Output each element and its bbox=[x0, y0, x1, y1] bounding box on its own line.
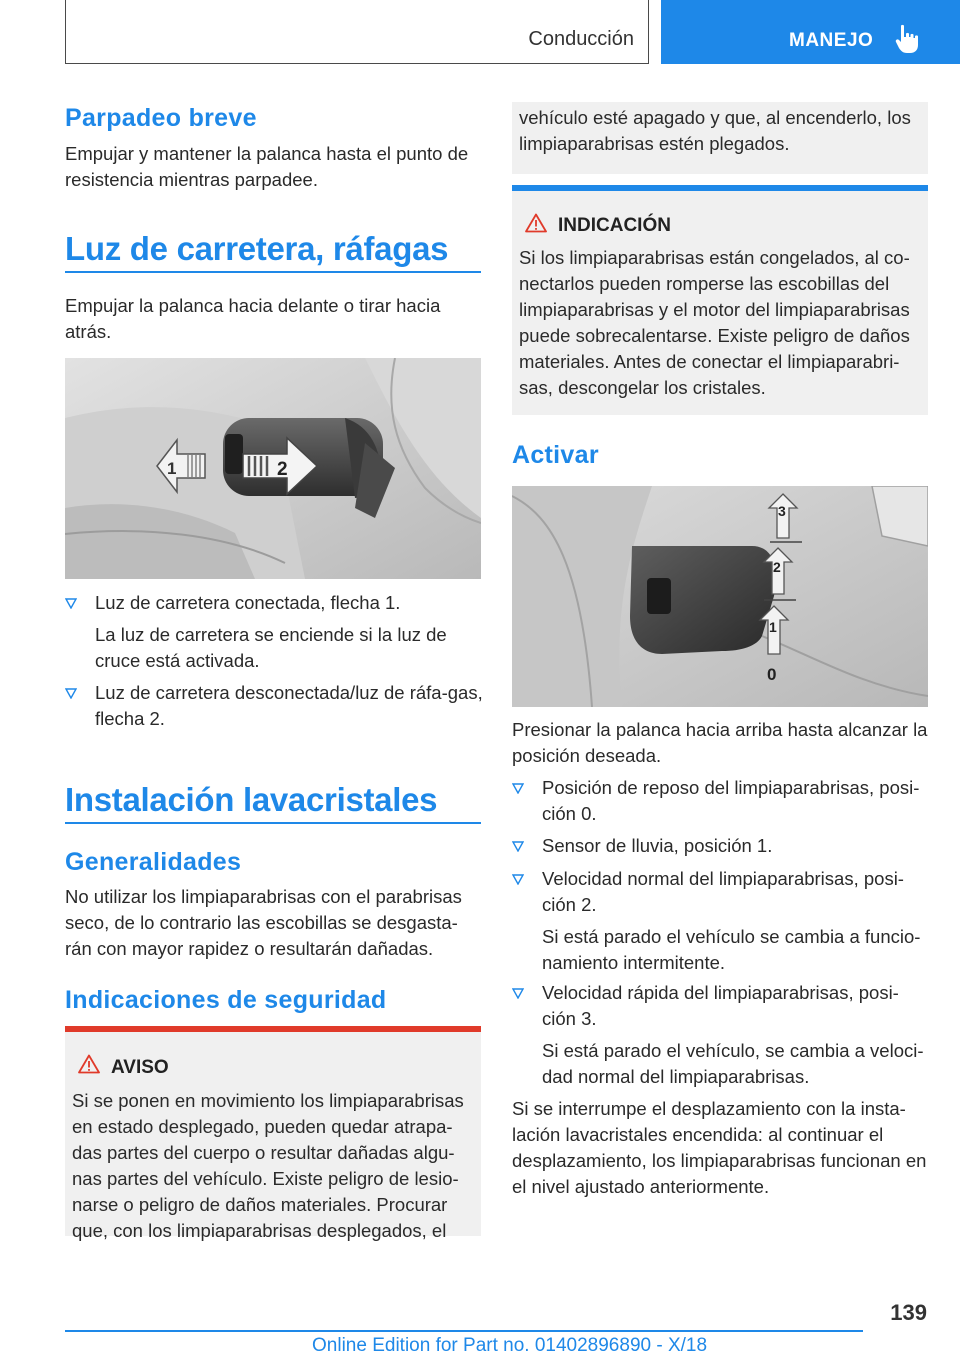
paragraph-luz: Empujar la palanca hacia delante o tirar hacia atrás. bbox=[65, 295, 441, 342]
indicacion-box bbox=[512, 191, 928, 415]
heading-parpadeo-breve: Parpadeo breve bbox=[65, 104, 257, 132]
figure-label: 1 bbox=[769, 619, 777, 635]
bullet-triangle-icon bbox=[512, 841, 524, 852]
aviso-continuation-box bbox=[512, 102, 928, 174]
header-section-title: Conducción bbox=[528, 28, 634, 50]
bullet-triangle-icon bbox=[512, 988, 524, 999]
aviso-text: Si se ponen en movimiento los limpiaparabrisas en estado desplegado, pueden quedar atrapa-das partes del cuerpo o resultar dañadas algu-nas partes del vehículo. Existe peligro de lesio-narse o peligro de daños materiales. Procurar que, con los limpiaparabrisas desplegados, el bbox=[72, 1090, 464, 1241]
heading-instalacion: Instalación lavacristales bbox=[65, 781, 438, 818]
footer-edition: Online Edition for Part no. 01402896890 - X/18 bbox=[312, 1335, 708, 1356]
figure-headlight-lever bbox=[65, 358, 481, 579]
heading-rule bbox=[65, 271, 481, 273]
aviso-continuation-text: vehículo esté apagado y que, al encenderlo, los limpiaparabrisas estén plegados. bbox=[519, 107, 911, 154]
heading-luz-carretera: Luz de carretera, ráfagas bbox=[65, 230, 449, 267]
figure-label: 0 bbox=[767, 665, 777, 684]
bullet-triangle-icon bbox=[65, 688, 77, 699]
page-number: 139 bbox=[890, 1300, 927, 1325]
figure-label: 3 bbox=[778, 503, 786, 519]
indicacion-text: Si los limpiaparabrisas están congelados, al co-nectarlos pueden romperse las escobillas del limpiaparabrisas y el motor del limpiaparabrisas puede sobrecalentarse. Existe peligro de daños materiales. Antes de conectar el limpiaparabri-sas, descongelar los cristales. bbox=[519, 247, 910, 398]
aviso-title: AVISO bbox=[111, 1057, 169, 1078]
paragraph-interrumpe: Si se interrumpe el desplazamiento con la insta-lación lavacristales encendida: al continuar el desplazamiento, los limpiaparabrisas funcionan en el nivel ajustado anteriormente. bbox=[512, 1098, 927, 1197]
header-chapter-title: MANEJO bbox=[789, 30, 874, 51]
figure-label: 1 bbox=[167, 459, 177, 478]
paragraph-parpadeo: Empujar y mantener la palanca hasta el punto de resistencia mientras parpadee. bbox=[65, 143, 469, 190]
indicacion-title: INDICACIÓN bbox=[558, 215, 671, 236]
figure-label: 2 bbox=[773, 559, 781, 575]
figure-label: 2 bbox=[277, 459, 288, 480]
paragraph-presionar: Presionar la palanca hacia arriba hasta alcanzar la posición deseada. bbox=[512, 719, 928, 766]
warning-triangle-icon bbox=[525, 213, 547, 233]
header-section-box bbox=[65, 0, 649, 64]
hand-pointer-icon bbox=[895, 24, 923, 54]
header-chapter-tab bbox=[661, 0, 960, 64]
heading-generalidades: Generalidades bbox=[65, 848, 242, 876]
heading-indicaciones: Indicaciones de seguridad bbox=[65, 986, 387, 1014]
warning-triangle-icon bbox=[78, 1054, 100, 1074]
heading-activar: Activar bbox=[512, 441, 599, 469]
aviso-box bbox=[65, 1032, 481, 1241]
heading-rule bbox=[65, 822, 481, 824]
figure-wiper-lever bbox=[512, 486, 928, 707]
footer-rule bbox=[65, 1330, 863, 1332]
bullet-triangle-icon bbox=[512, 783, 524, 794]
paragraph-generalidades: No utilizar los limpiaparabrisas con el parabrisas seco, de lo contrario las escobillas se desgasta-rán con mayor rapidez o resultarán dañadas. bbox=[65, 886, 462, 959]
bullet-triangle-icon bbox=[65, 598, 77, 609]
bullet-triangle-icon bbox=[512, 874, 524, 885]
